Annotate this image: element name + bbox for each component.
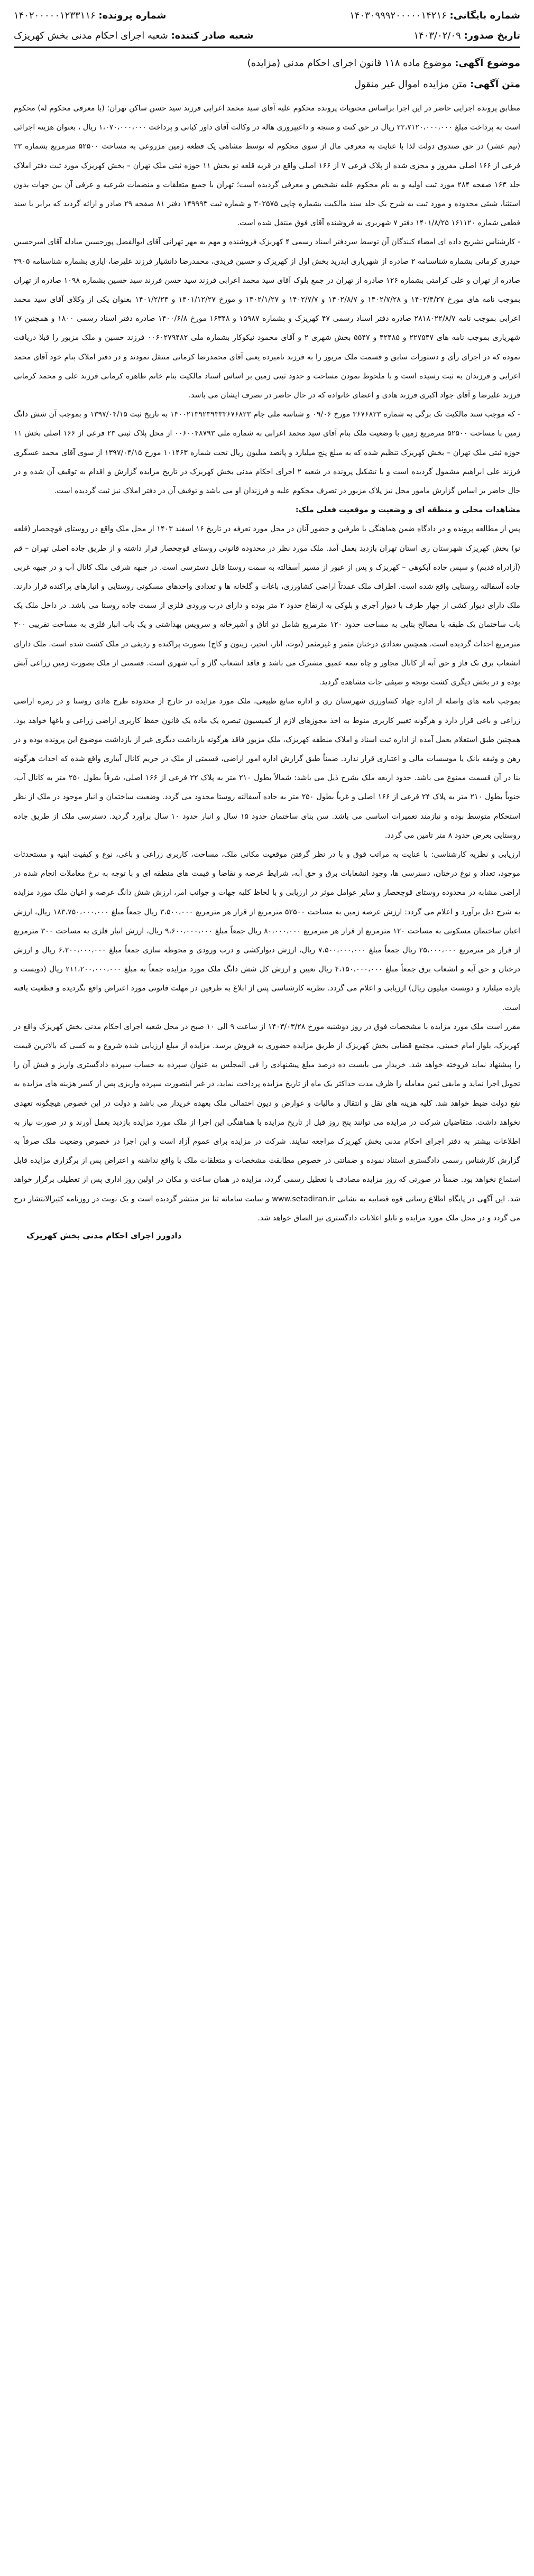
body-paragraph-deed: - که موجب سند مالکیت تک برگی به شماره ۳۶۷۶۸۲۳ مورخ ۰۹/۰۶ و شناسه ملی جام ۱۴۰۰۲۱۳۹۲۳۹۳۳۳۶۷۶۸۲۳ به تاریخ ثبت ۱۳۹۷/۰۴/۱۵ و بموجب آن شش دانگ زمین با مساحت ۵۲۵۰۰ مترمربع زمین با وضعیت ملک بنام آقای سید محمد اعرابی به شماره ملی ۰۰۶۰۰۴۸۷۹۳ از محل پلاک ثبتی ۲۳ فرعی از ۱۶۶ اصلی بخش ۱۱ حوزه ثبتی ملک تهران – بخش کهریزک تنظیم شده که به مبلغ پنج میلیارد و پانصد میلیون ریال تحت شماره ۱۰۱۴۶۳ مورخ ۱۳۹۷/۰۴/۱۵ از سوی آقای محمد عسگری فرزند علی ابراهیم مشمول گردیده است و با تشکیل پرونده در شعبه ۲ اجرای احکام مدنی بخش کهریزک در تاریخ مزایده گزارش و اقدام به توقیف آن شده و در حال حاضر بر اساس گزارش مامور محل نیز پلاک مزبور در تصرف محکوم علیه و فرزندان او می باشد و توقیف آن در دفتر املاک نیز ثبت گردیده است. [14,410,520,496]
case-number-label: شماره پرونده: [98,10,167,21]
notice-text-value: متن مزایده اموال غیر منقول [354,79,467,90]
issue-date [349,30,520,42]
notice-topic-label: موضوع آگهی: [455,58,520,69]
notice-text-label: متن آگهی: [470,79,520,90]
body-paragraph-inquiries: بموجب نامه های واصله از اداره جهاد کشاورزی شهرستان ری و اداره منابع طبیعی، ملک مورد مزایده در خارج از محدوده طرح هادی روستا و در زمره اراضی زراعی و باغی قرار دارد و هرگونه تغییر کاربری منوط به اخذ مجوزهای لازم از کمیسیون تبصره یک ماده یک قانون حفظ کاربری اراضی زراعی و باغها خواهد بود. همچنین طبق استعلام بعمل آمده از اداره ثبت اسناد و املاک منطقه کهریزک، ملک مزبور فاقد هرگونه بازداشت دیگری غیر از بازداشت موضوع این پرونده بوده و در رهن و وثیقه بانک یا موسسات مالی و اعتباری قرار ندارد. ضمناً طبق گزارش اداره امور اراضی، قسمتی از ملک در حریم کانال آبیاری واقع شده که احداث هرگونه بنا در آن قسمت ممنوع می باشد. حدود اربعه ملک بشرح ذیل می باشد: شمالاً بطول ۲۱۰ متر به پلاک ۲۲ فرعی از ۱۶۶ اصلی، شرقاً بطول ۲۵۰ متر به کانال آب، جنوباً بطول ۲۱۰ متر به پلاک ۲۴ فرعی از ۱۶۶ اصلی و غرباً بطول ۲۵۰ متر به جاده آسفالته روستا محدود می گردد. وضعیت ساختمان و انبار موجود در ملک از نظر استحکام متوسط بوده و نیازمند تعمیرات اساسی می باشد. سن بنای ساختمان حدود ۱۵ سال و انبار حدود ۱۰ سال برآورد گردید. دسترسی ملک از طریق جاده روستایی بعرض حدود ۸ متر تامین می گردد. [14,697,521,840]
issuing-branch [14,30,253,42]
body-section-heading: مشاهدات محلی و منطقه ای و وضعیت و موقعیت فعلی ملک: [295,506,520,515]
subject-block [14,48,520,91]
header-right-column [349,10,520,42]
issuing-branch-label: شعبه صادر کننده: [171,30,254,41]
archive-number-value: ۱۴۰۳۰۹۹۹۲۰۰۰۰۰۱۴۲۱۶ [349,10,447,21]
body-paragraph-expert: - کارشناس تشریح داده ای امضاء کنندگان آن توسط سردفتر اسناد رسمی ۴ کهریزک فروشنده و مهم به مهر تهرانی آقای ابوالفضل پورحسین مبادله آقای امیرحسین حیدری کرمانی بشماره شناسنامه ۲ صادره از شهریاری ایدرید بخش اول از کهریزک و حسین فریدی، محمدرضا دانشیار فرزند علیرضا، ایازی بشماره شناسنامه ۳۹۰۵ صادره از تهران و علی کرامتی بشماره ۱۲۶ صادره از تهران در جمع بلوک آقای سید محمد اعرابی فرزند سید حسن فرزند سید حسین بشماره ۱۰۹۸ صادره از تهران بموجب نامه های مورخ ۱۴۰۲/۴/۲۷ و ۱۴۰۲/۷/۲۸ و ۱۴۰۲/۸/۷ و ۱۴۰۲/۷/۷ و ۱۴۰۲/۱/۲۷ و مورخ ۱۴۰۱/۱۲/۲۷ و ۱۴۰۱/۲/۲۴ بعنوان یکی از وکلای آقای سید محمد اعرابی بموجب نامه ۲۸۱۸۰۲۲/۸/۷ صادره دفتر اسناد رسمی ۴۷ کهریزک و بشماره ۱۵۹۸۷ و ۱۶۳۴۸ مورخ ۱۴۰۰/۶/۸ صادره دفتر اسناد رسمی ۱۸۰۰ و همچنین ۱۷ شهریاری بموجب نامه های ۲۲۷۵۴۷ و ۴۲۴۸۵ و ۵۵۴۷ بخش شهری ۲ و آقای محمود نیکوکار بشماره ملی ۰۰۶۰۲۷۹۴۸۲ فرزند حسین و ملک مزبور را قبلا دریافت نموده که در اجرای رأی و دستورات سابق و قسمت ملک مزبور را به فرزند نامبرده یعنی آقای محمدرضا کرمانی منتقل نمودند و در دفتر املاک بنام خود آقای محمد اعرابی و فرزندان به ثبت رسیده است و با ملحوظ نمودن مساحت و حدود ثبتی زمین بر اساس اسناد مالکیت بنام خانم طاهره کرمانی فرزند علی و محمد کرمانی فرزند علیرضا و آقای جواد اکبری فرزند هادی و اعضای خانواده که در حال حاضر در تصرف ایشان می باشد. [14,238,521,400]
case-number [14,10,253,22]
issue-date-value: ۱۴۰۳/۰۲/۰۹ [413,30,461,41]
body-paragraph-valuation: ارزیابی و نظریه کارشناسی: با عنایت به مراتب فوق و با در نظر گرفتن موقعیت مکانی ملک، مساحت، کاربری زراعی و باغی، نوع و کیفیت ابنیه و مستحدثات موجود، تعداد و نوع درختان، دسترسی ها، وجود انشعابات برق و حق آبه، شرایط عرضه و تقاضا و قیمت های منطقه ای و با توجه به نرخ معاملات انجام شده در اراضی مشابه در محدوده روستای قوچحصار و سایر عوامل موثر در ارزیابی و با لحاظ کلیه جهات و جوانب امر، ارزش شش دانگ عرصه و اعیان ملک مورد مزایده به شرح ذیل برآورد و اعلام می گردد: ارزش عرصه زمین به مساحت ۵۲۵۰۰ مترمربع از قرار هر مترمربع ۳،۵۰۰،۰۰۰ ریال جمعاً مبلغ ۱۸۳،۷۵۰،۰۰۰،۰۰۰ ریال، ارزش اعیان ساختمان مسکونی به مساحت ۱۲۰ مترمربع از قرار هر مترمربع ۸۰،۰۰۰،۰۰۰ ریال جمعاً مبلغ ۹،۶۰۰،۰۰۰،۰۰۰ ریال، ارزش انبار فلزی به مساحت ۳۰۰ مترمربع از قرار هر مترمربع ۲۵،۰۰۰،۰۰۰ ریال جمعاً مبلغ ۷،۵۰۰،۰۰۰،۰۰۰ ریال، ارزش دیوارکشی و درب ورودی و محوطه سازی جمعاً مبلغ ۶،۲۰۰،۰۰۰،۰۰۰ ریال و ارزش درختان و حق آبه و انشعاب برق جمعاً مبلغ ۴،۱۵۰،۰۰۰،۰۰۰ ریال تعیین و ارزش کل شش دانگ ملک مورد مزایده جمعاً به مبلغ ۲۱۱،۲۰۰،۰۰۰،۰۰۰ ریال (دویست و یازده میلیارد و دویست میلیون ریال) ارزیابی و اعلام می گردد. نظریه کارشناسی پس از ابلاغ به طرفین در مهلت قانونی مورد اعتراض واقع نگردیده و قطعیت یافته است. [14,850,520,1012]
archive-number [349,10,520,22]
notice-topic-value: موضوع ماده ۱۱۸ قانون اجرای احکام مدنی (مزایده) [247,58,452,69]
body-paragraph-case: مطابق پرونده اجرایی حاضر در این اجرا براساس محتویات پرونده محکوم علیه آقای سید محمد اعرابی فرزند سید حسن ساکن تهران؛ (با معرفی محکوم له) محکوم است به پرداخت مبلغ ۲۲،۷۱۲۰،۰۰۰،۰۰۰ ریال در حق کنت و منتجه و داعیپروری هاله در وکالت آقای داور کیانی و پرداخت ۱،۰۷۰،۰۰۰،۰۰۰ ریال ، بعنوان هزینه اجرائی (نیم عشر) در حق صندوق دولت لذا با عنایت به معرفی مال از سوی محکوم له توسط مشاهی یک قطعه زمین مزروعی به مساحت ۵۲۵۰۰ مترمربع بشماره ۲۳ فرعی از ۱۶۶ اصلی مفروز و مجزی شده از پلاک فرعی ۷ از ۱۶۶ اصلی واقع در قریه قلعه نو بخش ۱۱ حوزه ثبتی ملک تهران – بخش کهریزک مورد ثبت دفتر املاک جلد ۱۶۳ صفحه ۲۸۴ مورد ثبت اولیه و به نام محکوم علیه تشخیص و معرفی گردیده است؛ تهران با جمیع متعلقات و منضمات شرعیه و عرفی آن بین جهات بدون استثنا، شیئی محدوده و مورد ثبت به شرح یک جلد سند مالکیت بشماره چاپی ۳۰۲۵۷۵ و شماره ثبت ۱۴۹۹۹۳ دفتر ۸۱ صفحه ۲۹ صادر و ارائه گردید که برابر با سند قطعی شماره ۱۶۱۱۲۰ ۱۴۰۱/۸/۲۵ دفتر ۷ شهریری به فروشنده آقای فوق منتقل شده است. [14,104,521,228]
notice-text-title [14,78,520,91]
notice-header [14,4,520,48]
archive-number-label: شماره بایگانی: [449,10,520,21]
signature: دادورز اجرای احکام مدنی بخش کهریزک [26,1230,182,1240]
body-paragraph-inspection: پس از مطالعه پرونده و در دادگاه ضمن هماهنگی با طرفین و حضور آنان در محل مورد تعرفه در تاریخ ۱۶ اسفند ۱۴۰۳ از محل ملک واقع در روستای قوچحصار (قلعه نو) بخش کهریزک شهرستان ری استان تهران بازدید بعمل آمد. ملک مورد نظر در محدوده قانونی روستای قوچحصار قرار داشته و از طریق جاده اصلی تهران – قم (آزادراه قدیم) و سپس جاده آبکوهی – کهریزک و پس از عبور از مسیر آسفالته به سمت روستا قابل دسترسی است. در جبهه شرقی ملک کانال آب و در جبهه غربی جاده آسفالته روستایی واقع شده است. اطراف ملک عمدتاً اراضی کشاورزی، باغات و گلخانه ها و تعدادی واحدهای مسکونی روستایی و انبارهای پراکنده قرار دارند. ملک دارای دیوار کشی از چهار طرف با دیوار آجری و بلوکی به ارتفاع حدود ۲ متر بوده و دارای درب ورودی فلزی از سمت جاده روستا می باشد. در داخل ملک یک باب ساختمان یک طبقه با مصالح بنایی به مساحت حدود ۱۲۰ مترمربع شامل دو اتاق و آشپزخانه و سرویس بهداشتی و یک باب انبار فلزی به مساحت تقریبی ۳۰۰ مترمربع احداث گردیده است. همچنین تعدادی درختان مثمر و غیرمثمر (توت، انار، انجیر، زیتون و کاج) بصورت پراکنده و ردیفی در ملک کشت شده است. ملک دارای انشعاب برق تک فاز و حق آبه از کانال مجاور و چاه نیمه عمیق مشترک می باشد و فاقد انشعاب گاز و آب شهری است. قسمتی از ملک بصورت زمین زراعی آیش بوده و در بخش دیگری کشت یونجه و صیفی جات مشاهده گردید. [14,525,520,687]
notice-body [14,99,520,1228]
notice-topic [14,57,520,70]
body-paragraph-auction-terms: مقرر است ملک مورد مزایده با مشخصات فوق در روز دوشنبه مورخ ۱۴۰۳/۰۳/۲۸ از ساعت ۹ الی ۱۰ صبح در محل شعبه اجرای احکام مدنی بخش کهریزک واقع در کهریزک، بلوار امام خمینی، مجتمع قضایی بخش کهریزک از طریق مزایده حضوری به فروش برسد. مزایده از مبلغ ارزیابی شده شروع و به کسی که بالاترین قیمت را پیشنهاد نماید فروخته خواهد شد. خریدار می بایست ده درصد مبلغ پیشنهادی را فی المجلس به عنوان سپرده به حساب سپرده دادگستری واریز و فیش آن را تحویل اجرا نماید و مابقی ثمن معامله را ظرف مدت حداکثر یک ماه از تاریخ مزایده پرداخت نماید، در غیر اینصورت سپرده واریزی پس از کسر هزینه های مزایده به نفع دولت ضبط خواهد شد. کلیه هزینه های نقل و انتقال و مالیات و عوارض و دیون احتمالی ملک بعهده خریدار می باشد و دولت در این خصوص هیچگونه تعهدی نخواهد داشت. متقاضیان شرکت در مزایده می توانند پنج روز قبل از تاریخ مزایده با هماهنگی این اجرا از ملک مورد مزایده بازدید بعمل آورند و در صورت نیاز به اطلاعات بیشتر به دفتر اجرای احکام مدنی بخش کهریزک مراجعه نمایند. شرکت در مزایده برای عموم آزاد است و این اجرا در خصوص وضعیت ملک صرفاً به گزارش کارشناس رسمی دادگستری استناد نموده و ضمانتی در خصوص مطابقت مشخصات و متعلقات ملک با واقع نداشته و اعتراض پس از برگزاری مزایده قابل استماع نخواهد بود. ضمناً در صورتی که روز مزایده مصادف با تعطیل رسمی گردد، مزایده در همان ساعت و مکان در اولین روز اداری پس از تعطیلی برگزار خواهد شد. این آگهی در پایگاه اطلاع رسانی قوه قضاییه به نشانی www.setadiran.ir و سایت سامانه ثنا نیز منتشر گردیده است و یک نوبت در روزنامه کثیرالانتشار درج می گردد و در محل ملک مورد مزایده و تابلو اعلانات دادگستری نیز الصاق خواهد شد. [14,1022,520,1222]
issuing-branch-value: شعبه اجرای احکام مدنی بخش کهریزک [14,30,168,41]
header-left-column [14,10,253,42]
case-number-value: ۱۴۰۲۰۰۰۰۰۱۲۳۳۱۱۶ [14,10,96,21]
issue-date-label: تاریخ صدور: [464,30,520,41]
